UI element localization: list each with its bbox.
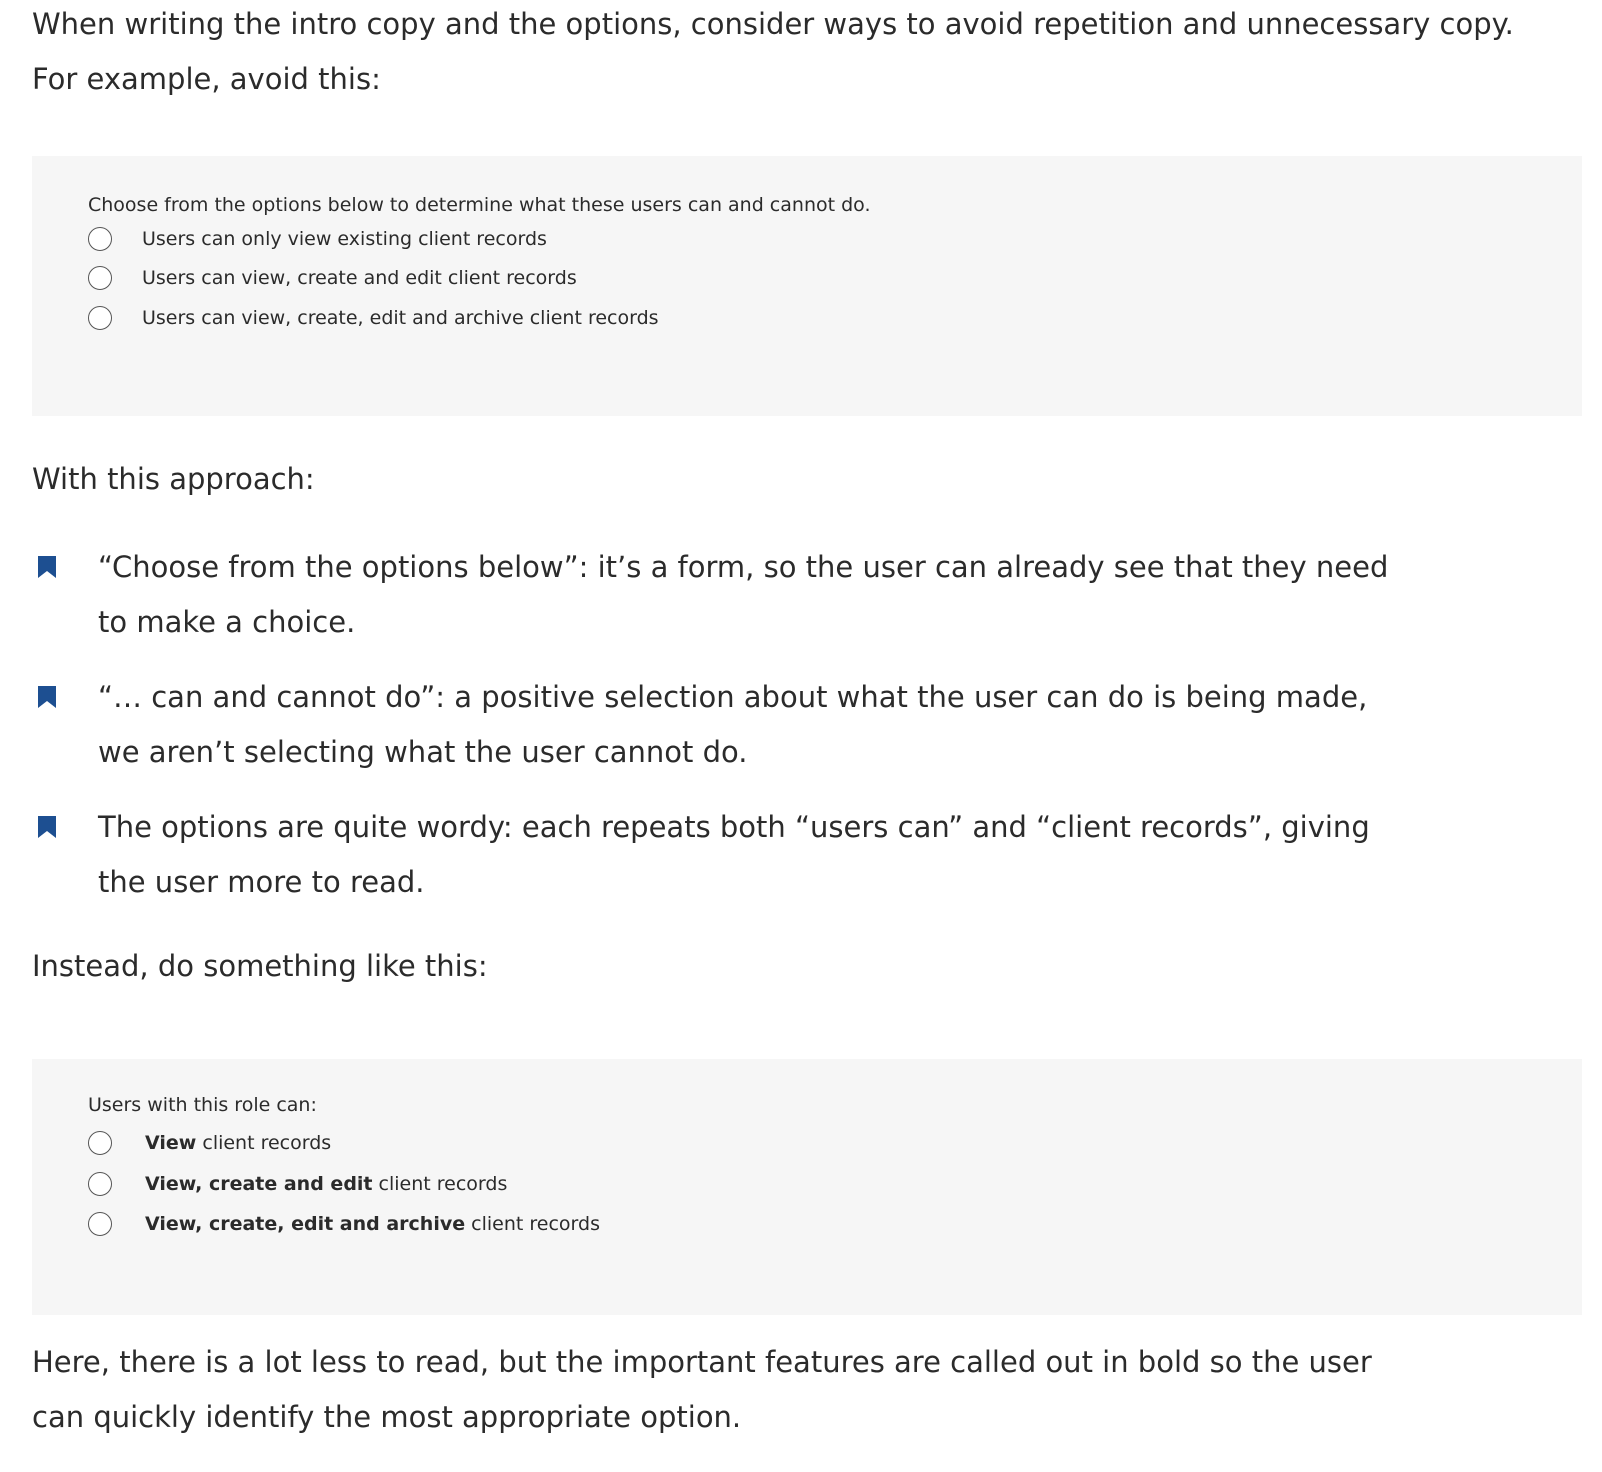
bad-option-2[interactable] xyxy=(88,264,577,292)
list-item xyxy=(32,800,1392,910)
radio-button[interactable] xyxy=(88,1172,112,1196)
bad-option-1[interactable] xyxy=(88,225,547,253)
bad-option-3[interactable] xyxy=(88,304,659,332)
good-option-1[interactable] xyxy=(88,1129,331,1157)
option-label xyxy=(145,1213,600,1235)
instead-heading: Instead, do something like this: xyxy=(32,949,488,983)
radio-button[interactable] xyxy=(88,1131,112,1155)
issues-list xyxy=(32,540,1392,930)
list-item xyxy=(32,540,1392,650)
good-example-box xyxy=(32,1059,1582,1315)
option-label xyxy=(145,1173,507,1195)
radio-button[interactable] xyxy=(88,266,112,290)
radio-button[interactable] xyxy=(88,1212,112,1236)
option-label: Users can only view existing client records xyxy=(142,228,547,250)
bad-example-question: Choose from the options below to determine what these users can and cannot do. xyxy=(88,194,871,216)
list-item-text: The options are quite wordy: each repeats both “users can” and “client records”, giving the user more to read. xyxy=(98,810,1370,899)
bad-example-box xyxy=(32,156,1582,416)
bookmark-icon xyxy=(38,816,56,838)
outro-paragraph: Here, there is a lot less to read, but the important features are called out in bold so the user can quickly identify the most appropriate option. xyxy=(32,1345,1372,1434)
option-label: Users can view, create, edit and archive client records xyxy=(142,307,659,329)
approach-heading: With this approach: xyxy=(32,462,315,496)
option-rest-part: client records xyxy=(196,1132,332,1154)
radio-button[interactable] xyxy=(88,227,112,251)
list-item xyxy=(32,670,1392,780)
option-bold-part: View, create and edit xyxy=(145,1173,373,1195)
option-rest-part: client records xyxy=(465,1213,600,1235)
option-label xyxy=(145,1132,331,1154)
good-option-2[interactable] xyxy=(88,1170,507,1198)
option-bold-part: View xyxy=(145,1132,197,1154)
radio-button[interactable] xyxy=(88,306,112,330)
list-item-text: “… can and cannot do”: a positive selection about what the user can do is being made, we aren’t selecting what the user cannot do. xyxy=(98,680,1368,769)
list-item-text: “Choose from the options below”: it’s a form, so the user can already see that they need to make a choice. xyxy=(98,550,1389,639)
good-example-question: Users with this role can: xyxy=(88,1094,317,1116)
option-label: Users can view, create and edit client records xyxy=(142,267,577,289)
option-rest-part: client records xyxy=(372,1173,508,1195)
bookmark-icon xyxy=(38,556,56,578)
bookmark-icon xyxy=(38,686,56,708)
option-bold-part: View, create, edit and archive xyxy=(145,1213,466,1235)
intro-paragraph: When writing the intro copy and the options, consider ways to avoid repetition and unnecessary copy. For example, avoid this: xyxy=(32,7,1514,96)
good-option-3[interactable] xyxy=(88,1210,600,1238)
